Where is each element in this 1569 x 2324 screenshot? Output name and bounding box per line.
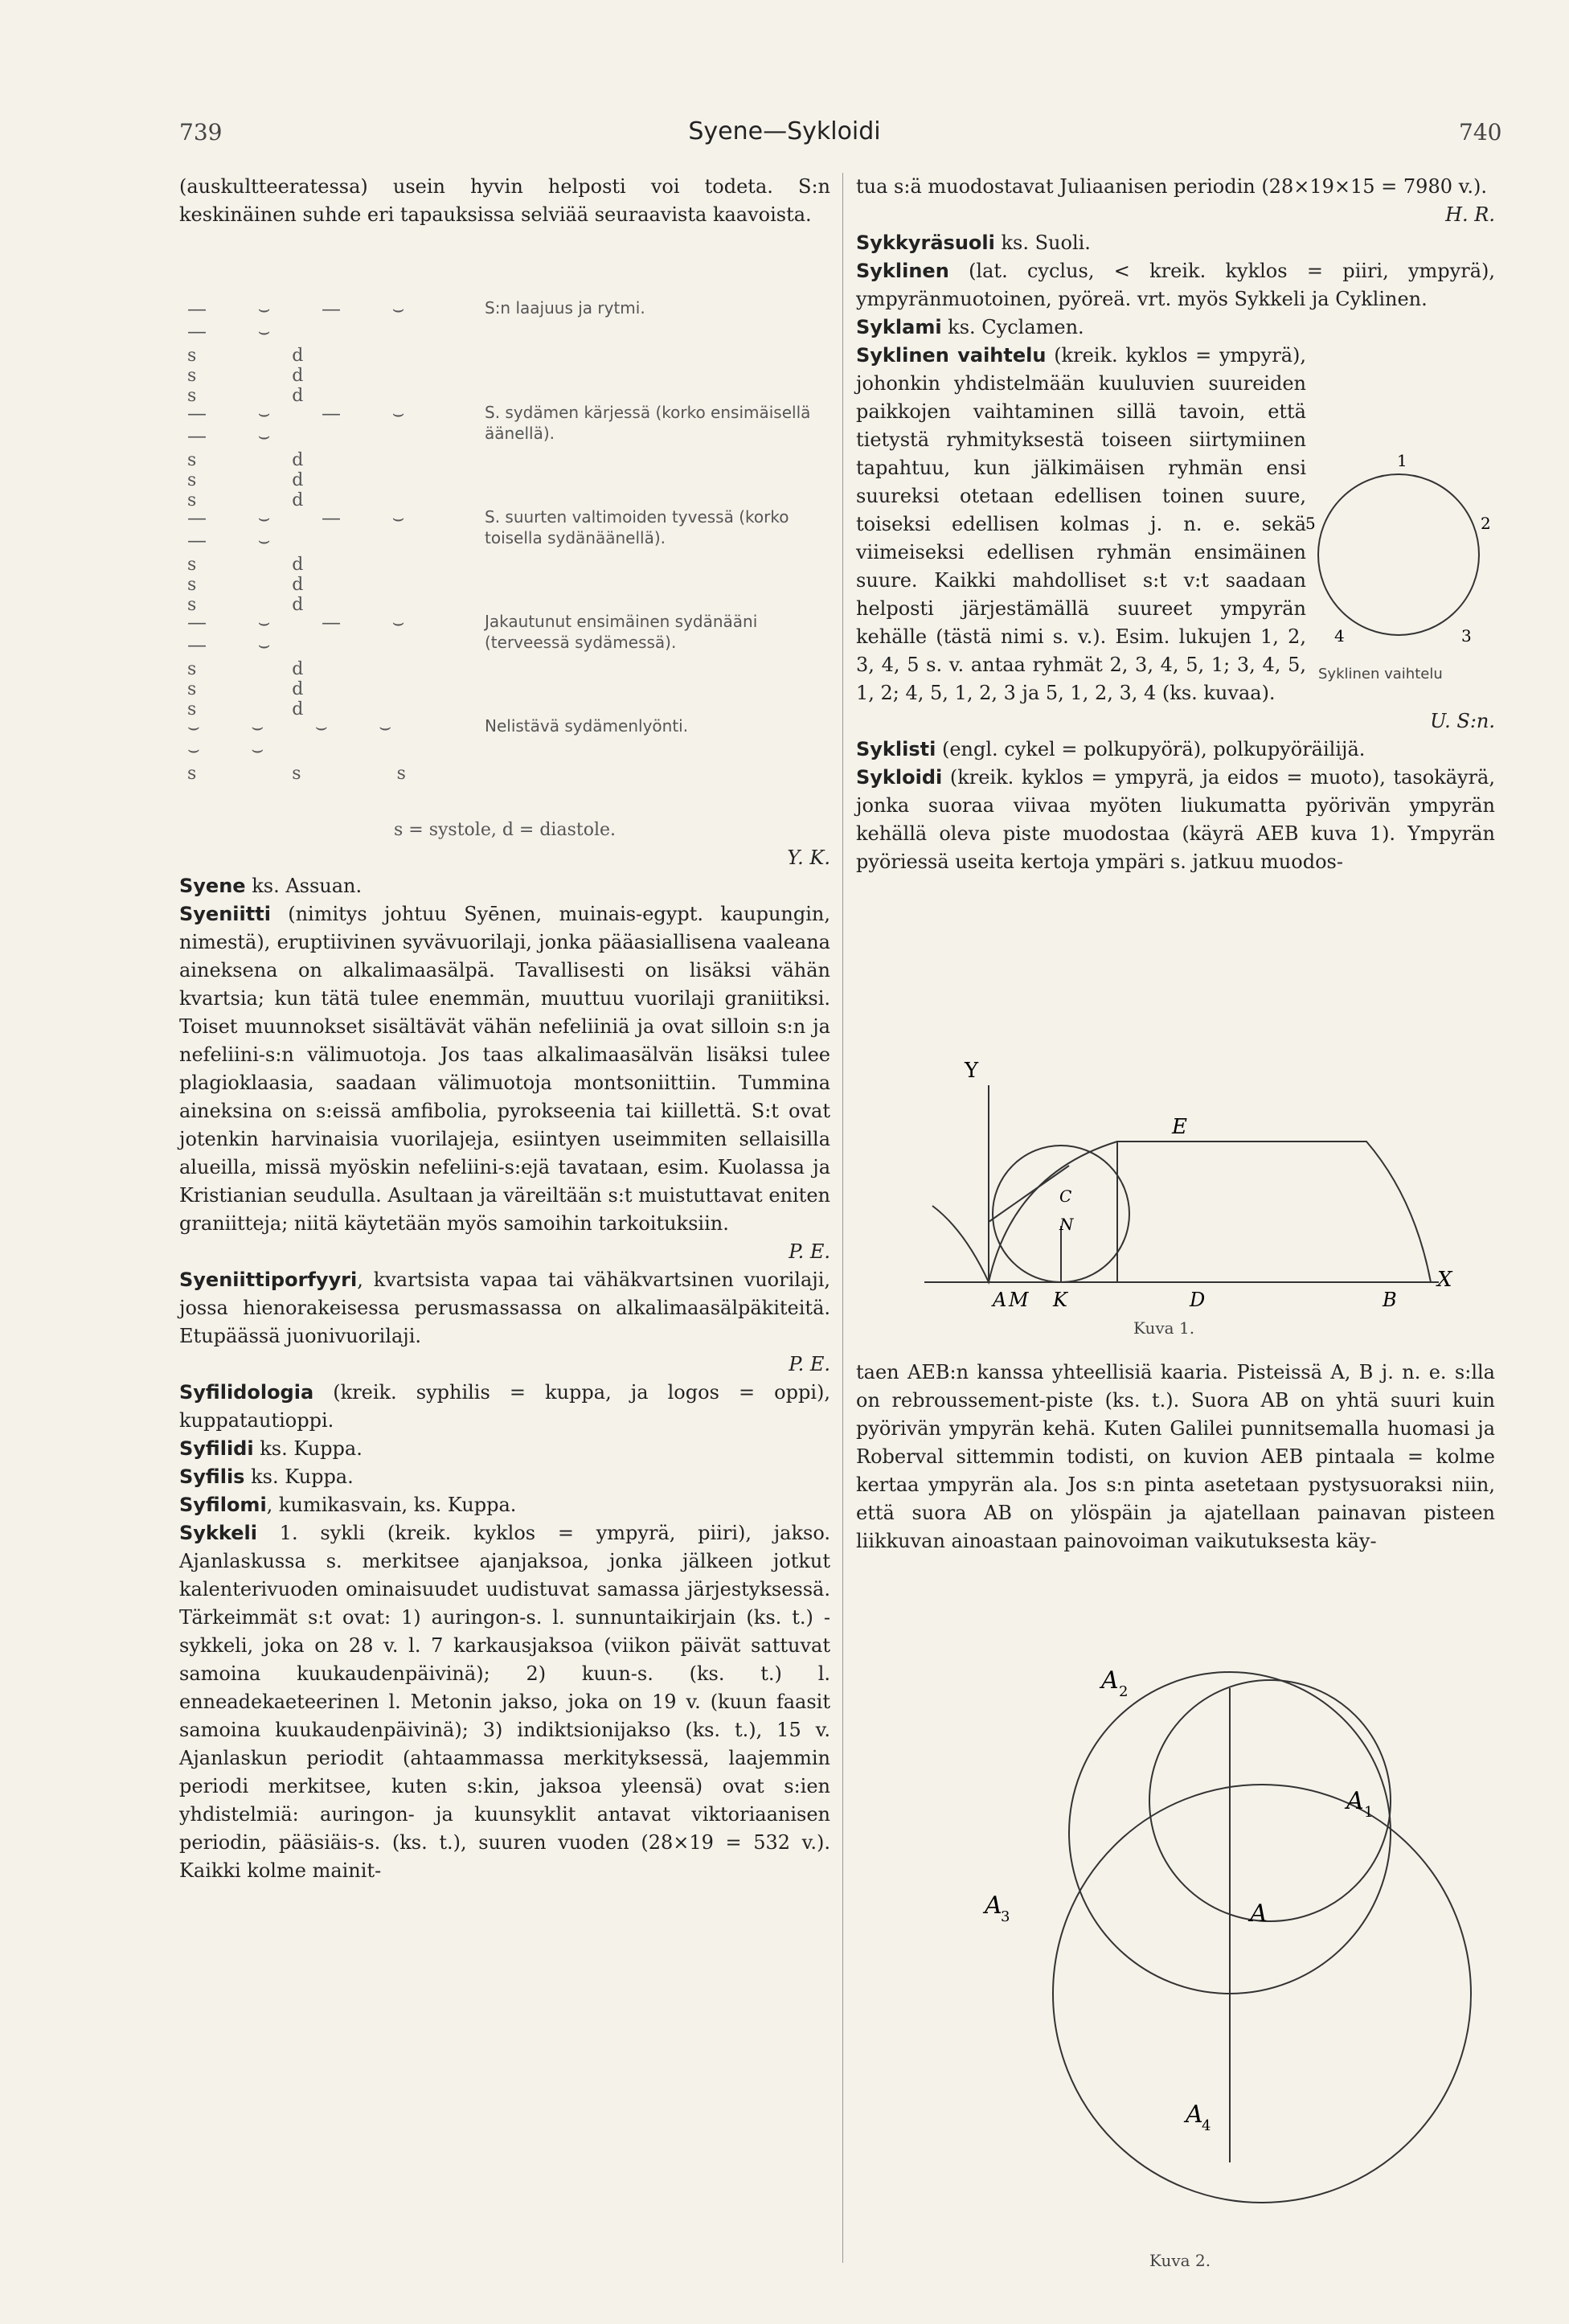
rhythm-letters: s s s	[187, 764, 451, 784]
right-column-after-fig1	[856, 1359, 1495, 1555]
rhythm-row	[179, 715, 830, 820]
entry-head: Syklinen	[856, 260, 949, 282]
fig-label: X	[1437, 1268, 1452, 1292]
entry-head: Sykloidi	[856, 766, 943, 789]
entry-head: Syeniitti	[179, 903, 271, 925]
signature: H. R.	[1445, 203, 1495, 226]
cyclic-permutation-figure	[1302, 450, 1495, 683]
rhythm-label: Jakautunut ensimäinen sydänääni (terveessä sydämessä).	[485, 612, 758, 652]
entry-syene	[179, 872, 830, 900]
rhythm-symbols: ⌣ ⌣ ⌣ ⌣ ⌣ ⌣	[187, 715, 415, 760]
fig-label: 2	[1119, 1683, 1129, 1700]
entry-head: Sykkyräsuoli	[856, 232, 995, 254]
cycloid-figure-1	[916, 1053, 1463, 1342]
column-divider	[842, 173, 843, 2263]
entry-text: (engl. cykel = polkupyörä), polkupyöräilijä.	[936, 738, 1366, 760]
circle-number: 4	[1334, 626, 1345, 646]
fig-label: M	[1009, 1289, 1029, 1311]
rhythm-symbols: — ⌣ — ⌣ — ⌣	[187, 506, 428, 551]
entry-head: Syeniittiporfyyri	[179, 1269, 358, 1291]
fig-label: E	[1172, 1115, 1187, 1139]
rhythm-symbols: — ⌣ — ⌣ — ⌣	[187, 402, 428, 447]
rhythm-letters: s d s d s d	[187, 555, 349, 615]
fig-label: A	[993, 1289, 1007, 1311]
entry-syklisti	[856, 736, 1495, 764]
fig-label: N	[1059, 1215, 1074, 1234]
figure-caption: Syklinen vaihtelu	[1318, 666, 1443, 682]
fig-label: A	[1346, 1787, 1364, 1815]
fig-label: C	[1059, 1187, 1072, 1206]
circle-number: 5	[1305, 514, 1316, 533]
rhythm-row	[179, 506, 830, 615]
entry-head: Syfilidologia	[179, 1381, 314, 1404]
entry-text: ks. Assuan.	[245, 875, 363, 897]
left-column	[179, 173, 830, 229]
entry-text: ks. Cyclamen.	[941, 316, 1084, 338]
entry-syfilidi	[179, 1435, 830, 1463]
entry-sykkyrasuoli	[856, 229, 1495, 257]
left-column-entries	[179, 816, 830, 1885]
entry-syeniitti	[179, 900, 830, 1238]
fig-label: A	[1250, 1900, 1268, 1928]
rhythm-letters: s d s d s d	[187, 659, 349, 719]
figure-caption: Kuva 1.	[1133, 1318, 1195, 1338]
entry-text: ks. Kuppa.	[244, 1465, 354, 1488]
entry-sykkeli	[179, 1519, 830, 1885]
entry-head: Syene	[179, 875, 246, 897]
rhythm-label: S:n laajuus ja rytmi.	[485, 298, 645, 318]
rhythm-row	[179, 611, 830, 719]
entry-text: ks. Suoli.	[994, 232, 1091, 254]
entry-head: Syfilidi	[179, 1437, 254, 1460]
entry-text: (kreik. kyklos = ympyrä, ja eidos = muoto), tasokäyrä, jonka suoraa viivaa myöten liukumatta pyörivän ympyrän kehällä oleva piste muodostaa (käyrä AEB kuva 1). Ympyrän pyöriessä useita kertoja ympäri s. jatkuu muodos-	[856, 766, 1495, 873]
cycloid-figure-2	[908, 1616, 1487, 2291]
entry-syfilomi	[179, 1491, 830, 1519]
entry-head: Syklami	[856, 316, 942, 338]
rhythm-label: Nelistävä sydämenlyönti.	[485, 716, 689, 736]
rhythm-letters: s d s d s d	[187, 450, 349, 510]
fig-label: K	[1053, 1289, 1067, 1311]
entry-text: (lat. cyclus, < kreik. kyklos = piiri, ympyrä), ympyränmuotoinen, pyöreä. vrt. myös Sykkeli ja Cyklinen.	[856, 260, 1495, 310]
signature: Y. K.	[787, 846, 830, 869]
figure-caption: Kuva 2.	[1149, 2251, 1211, 2270]
circle-number: 1	[1397, 451, 1407, 470]
rhythm-letters: s d s d s d	[187, 346, 349, 406]
page-title: Syene—Sykloidi	[688, 117, 881, 146]
entry-sykloidi	[856, 764, 1495, 876]
fig-label: B	[1383, 1289, 1397, 1311]
rhythm-row	[179, 402, 830, 510]
continued-text: tua s:ä muodostavat Juliaanisen periodin (28×19×15 = 7980 v.).	[856, 175, 1487, 198]
entry-text: (nimitys johtuu Syēnen, muinais-egypt. kaupungin, nimestä), eruptiivinen syvävuorilaji, jonka pääasiallisena vaaleana aineksena on alkalimaasälpä. Tavallisesti on lisäksi vähän kvartsia; kun tätä tulee enemmän, muuttuu vuorilaji graniitiksi. Toiset muunnokset sisältävät vähän nefeliiniä ja ovat silloin s:n ja nefeliini-s:n välimuotoja. Jos taas alkalimaasälvän lisäksi tulee plagioklaasia, saadaan välimuotoja montsoniittiin. Tummina aineksina on s:eissä amfibolia, pyrokseenia tai kiillettä. S:t ovat jotenkin harvinaisia vuorilajeja, esiintyen useimmiten sellaisilla alueilla, missä myöskin nefeliini-s:ejä tavataan, esim. Kuolassa ja Kristianian seudulla. Asultaan ja väreiltään s:t muistuttavat eniten graniitteja; niitä käytetään myös samoihin tarkoituksiin.	[179, 903, 830, 1235]
entry-head: Syklinen vaihtelu	[856, 344, 1047, 367]
cycloid-continued: taen AEB:n kanssa yhteellisiä kaaria. Pisteissä A, B j. n. e. s:lla on rebroussement-piste (ks. t.). Suora AB on yhtä suuri kuin pyörivän ympyrän kehä. Kuten Galilei punnitsemalla huomasi ja Roberval sittemmin todisti, on kuvion AEB pintaala = kolme kertaa ympyrän ala. Jos s:n pinta asetetaan pystysuoraksi niin, että suora AB on ylöspäin ja ajatellaan painavan pisteen liikkuvan ainoastaan painovoiman vaikutuksesta käy-	[856, 1361, 1495, 1552]
rhythm-label: S. suurten valtimoiden tyvessä (korko toisella sydänäänellä).	[485, 507, 789, 547]
page-number-right: 740	[1459, 119, 1502, 146]
fig-label: A	[1101, 1666, 1119, 1695]
page-number-left: 739	[179, 119, 223, 146]
fig-label: Y	[965, 1059, 979, 1083]
entry-syeniittiporfyyri	[179, 1266, 830, 1351]
entry-syfilis	[179, 1463, 830, 1491]
signature: P. E.	[789, 1353, 830, 1375]
entry-text: ks. Kuppa.	[253, 1437, 363, 1460]
fig-label: 1	[1364, 1804, 1374, 1821]
circle-number: 2	[1481, 514, 1491, 533]
rhythm-row	[179, 297, 830, 406]
entry-syklinen	[856, 257, 1495, 314]
rhythm-label: S. sydämen kärjessä (korko ensimäisellä äänellä).	[485, 403, 811, 443]
entry-syklami	[856, 314, 1495, 342]
circle-number: 3	[1461, 626, 1472, 646]
signature: U. S:n.	[1430, 710, 1495, 732]
entry-head: Syfilis	[179, 1465, 245, 1488]
signature: P. E.	[789, 1240, 830, 1263]
entry-head: Sykkeli	[179, 1522, 257, 1544]
entry-head: Syfilomi	[179, 1494, 267, 1516]
entry-head: Syklisti	[856, 738, 936, 760]
fig-label: 4	[1202, 2117, 1211, 2134]
fig-label: D	[1190, 1289, 1206, 1311]
rhythm-symbols: — ⌣ — ⌣ — ⌣	[187, 611, 428, 656]
entry-text: , kumikasvain, ks. Kuppa.	[266, 1494, 517, 1516]
fig-label: A	[985, 1892, 1002, 1920]
entry-text: (kreik. kyklos = ympyrä), johonkin yhdistelmään kuuluvien suureiden paikkojen vaihtaminen sillä tavoin, että tietystä ryhmityksestä toiseen siirtymiinen tapahtuu, kun jälkimäisen ryhmän ensi suureksi otetaan edellisen toinen suure, toiseksi edellisen kolmas j. n. e. sekä viimeiseksi edellisen ryhmän ensimäinen suure. Kaikki mahdolliset s:t v:t saadaan helposti järjestämällä suureet ympyrän kehälle (tästä nimi s. v.). Esim. lukujen 1, 2, 3, 4, 5 s. v. antaa ryhmät 2, 3, 4, 5, 1; 3, 4, 5, 1, 2; 4, 5, 1, 2, 3 ja 5, 1, 2, 3, 4 (ks. kuvaa).	[856, 344, 1306, 704]
rhythm-symbols: — ⌣ — ⌣ — ⌣	[187, 297, 428, 342]
entry-text: , kvartsista vapaa tai vähäkvartsinen vuorilaji, jossa hienorakeisessa perusmassassa on alkalimaasälpäkiteitä. Etupäässä juonivuorilaji.	[179, 1269, 830, 1347]
entry-text: 1. sykli (kreik. kyklos = ympyrä, piiri), jakso. Ajanlaskussa s. merkitsee ajanjaksoa, jonka jälkeen jotkut kalenterivuoden ominaisuudet uudistuvat samassa järjestyksessä. Tärkeimmät s:t ovat: 1) auringon-s. l. sunnuntaikirjain (ks. t.) -sykkeli, joka on 28 v. l. 7 karkausjaksoa (viikon päivät sattuvat samoina kuukaudenpäivinä); 2) kuun-s. (ks. t.) l. enneadekaeteerinen l. Metonin jakso, joka on 19 v. (kuun faasit samoina kuukaudenpäivinä); 3) indiktsionijakso (ks. t.), 15 v. Ajanlaskun periodit (ahtaammassa merkityksessä, laajemmin periodi merkitsee, kuten s:kin, jaksoa yleensä) ovat s:ien yhdistelmiä: auringon- ja kuunsyklit antavat viktoriaanisen periodin, pääsiäis-s. (ks. t.), suuren vuoden (28×19 = 532 v.). Kaikki kolme mainit-	[179, 1522, 830, 1882]
entry-syklinen-vaihtelu	[856, 342, 1306, 707]
intro-paragraph: (auskultteeratessa) usein hyvin helposti voi todeta. S:n keskinäinen suhde eri tapauksissa selviää seuraavista kaavoista.	[179, 175, 830, 226]
heart-rhythm-diagram	[179, 297, 830, 828]
entry-syfilidologia	[179, 1379, 830, 1435]
fig-label: A	[1186, 2101, 1203, 2129]
rhythm-legend: s = systole, d = diastole.	[393, 820, 616, 840]
entry-text: (kreik. syphilis = kuppa, ja logos = oppi), kuppatautioppi.	[179, 1381, 830, 1432]
fig-label: 3	[1001, 1908, 1010, 1925]
